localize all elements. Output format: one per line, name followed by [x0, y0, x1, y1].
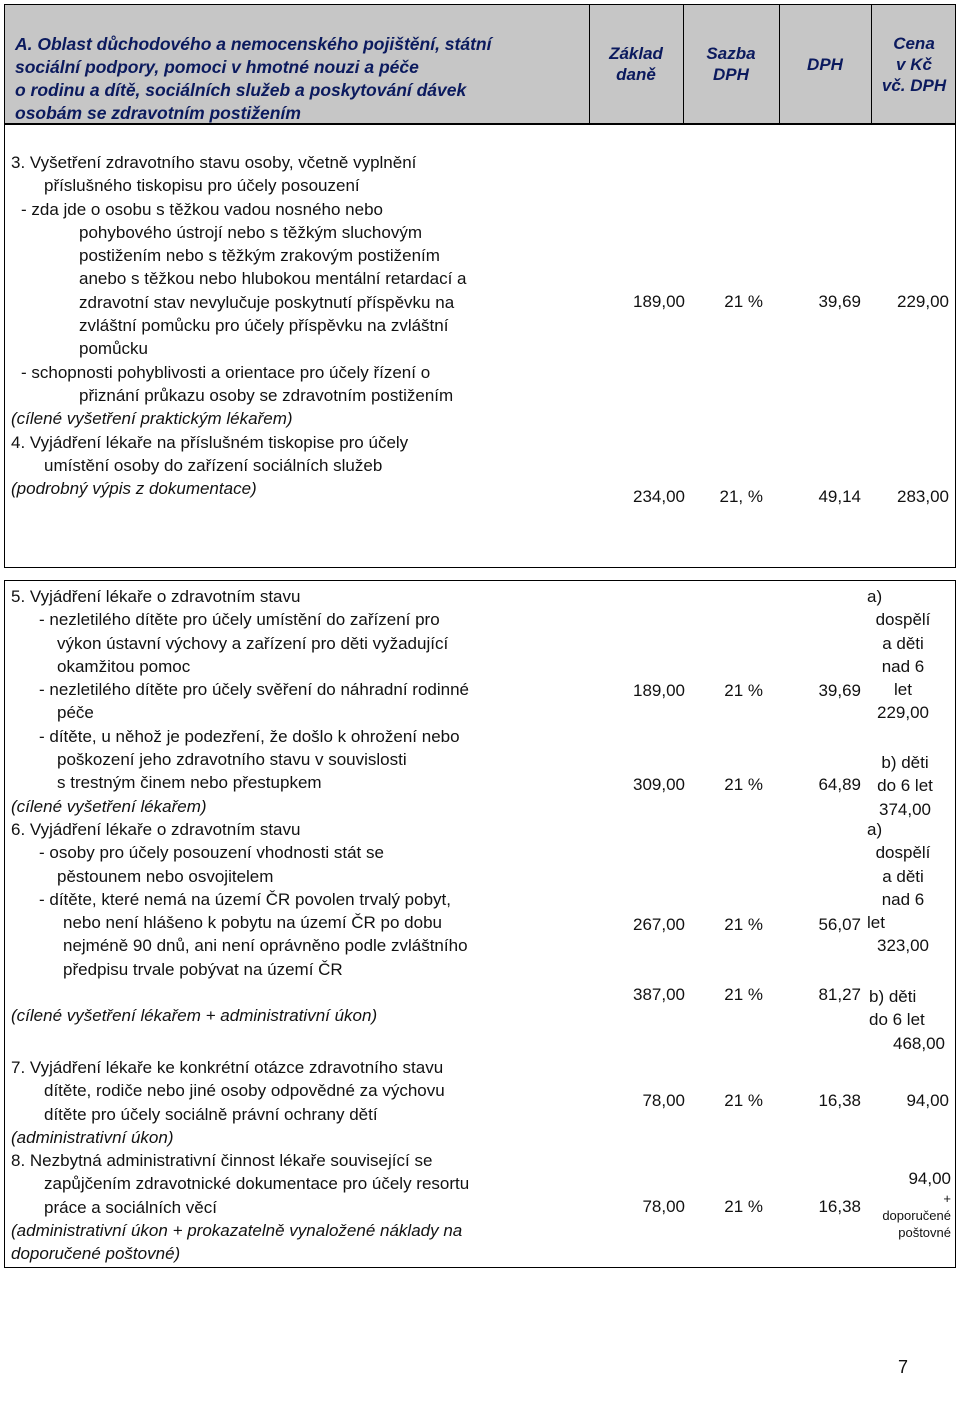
- item-5a-rate: 21 %: [724, 681, 763, 700]
- item-7-text: 7. Vyjádření lékaře ke konkrétní otázce zdravotního stavu dítěte, rodiče nebo jiné osoby odpovědné za výchovu dítěte pro účely sociálně právní ochrany dětí (administrativní úkon): [11, 1058, 445, 1147]
- item-6b-rate: 21 %: [724, 985, 763, 1004]
- col-header-vat: DPH: [807, 54, 843, 74]
- item-6a-base: 267,00: [633, 915, 685, 934]
- item-7-base: 78,00: [642, 1091, 685, 1110]
- item-5b-rate: 21 %: [724, 775, 763, 794]
- item-3-vat: 39,69: [818, 292, 861, 311]
- item-6b-vat: 81,27: [818, 985, 861, 1004]
- col-header-base: Základ daně: [609, 44, 663, 84]
- table-header: [4, 4, 956, 124]
- item-7-price: 94,00: [906, 1091, 949, 1110]
- page-number: 7: [897, 1357, 908, 1377]
- item-5a-vat: 39,69: [818, 681, 861, 700]
- item-8-price: 94,00 + doporučené poštovné: [882, 1169, 951, 1241]
- item-4-base: 234,00: [633, 487, 685, 506]
- item-6a-vat: 56,07: [818, 915, 861, 934]
- item-5a-base: 189,00: [633, 681, 685, 700]
- item-5-price-a: a) dospělí a děti nad 6 let 229,00: [867, 587, 931, 723]
- item-8-vat: 16,38: [818, 1197, 861, 1216]
- item-6-price-a: a) dospělí a děti nad 6 let 323,00: [867, 820, 931, 956]
- item-3-text: 3. Vyšetření zdravotního stavu osoby, včetně vyplnění příslušného tiskopisu pro účely posouzení - zda jde o osobu s těžkou vadou nosného nebo pohybového ústrojí nebo s těžkým sluchovým postižením nebo s těžkým zrakovým postižením anebo s těžkou nebo hlubokou mentální retardací a zdravotní stav nevylučuje poskytnutí příspěvku na zvláštní pomůcku pro účely příspěvku na zvláštní pomůcku - schopnosti pohyblivosti a orientace pro účely řízení o přiznání průkazu osoby se zdravotním postižením (cílené vyšetření praktickým lékařem) 4. Vyjádření lékaře na příslušném tiskopise pro účely umístění osoby do zařízení sociálních služeb (podrobný výpis z dokumentace): [11, 153, 467, 499]
- item-4-rate: 21, %: [719, 487, 763, 506]
- row-items-3-4: [4, 124, 956, 568]
- item-6a-rate: 21 %: [724, 915, 763, 934]
- item-5b-vat: 64,89: [818, 775, 861, 794]
- item-5-price-b: b) děti do 6 let 374,00: [877, 753, 933, 819]
- item-3-rate: 21 %: [724, 292, 763, 311]
- item-6b-base: 387,00: [633, 985, 685, 1004]
- col-header-price: Cena v Kč vč. DPH: [881, 33, 947, 95]
- item-8-base: 78,00: [642, 1197, 685, 1216]
- item-6-text: 6. Vyjádření lékaře o zdravotním stavu - osoby pro účely posouzení vhodnosti stát se pěstounem nebo osvojitelem - dítěte, které nemá na území ČR povolen trvalý pobyt, nebo není hlášeno k pobytu na území ČR po dobu nejméně 90 dnů, ani není oprávněno podle zvláštního předpisu trvale pobývat na území ČR (cílené vyšetření lékařem + administrativní úkon): [11, 820, 468, 1026]
- item-8-rate: 21 %: [724, 1197, 763, 1216]
- item-7-rate: 21 %: [724, 1091, 763, 1110]
- col-header-rate: Sazba DPH: [706, 44, 756, 84]
- item-6-price-b: b) děti do 6 let 468,00: [869, 987, 945, 1053]
- item-3-base: 189,00: [633, 292, 685, 311]
- item-8-text: 8. Nezbytná administrativní činnost lékaře související se zapůjčením zdravotnické dokumentace pro účely resortu práce a sociálních věcí (administrativní úkon + prokazatelně vynaložené náklady na doporučené poštovné): [11, 1151, 470, 1264]
- section-title: A. Oblast důchodového a nemocenského pojištění, státní sociální podpory, pomoci v hmotné nouzi a péče o rodinu a dítě, sociálních služeb a poskytování dávek osobám se zdravotním postižením: [15, 34, 492, 123]
- item-4-price: 283,00: [897, 487, 949, 506]
- item-3-price: 229,00: [897, 292, 949, 311]
- item-4-vat: 49,14: [818, 487, 861, 506]
- row-items-5-8: [4, 580, 956, 1268]
- item-7-vat: 16,38: [818, 1091, 861, 1110]
- item-5b-base: 309,00: [633, 775, 685, 794]
- item-5-text: 5. Vyjádření lékaře o zdravotním stavu - nezletilého dítěte pro účely umístění do zařízení pro výkon ústavní výchovy a zařízení pro děti vyžadující okamžitou pomoc - nezletilého dítěte pro účely svěření do náhradní rodinné péče - dítěte, u něhož je podezření, že došlo k ohrožení nebo poškození jeho zdravotního stavu v souvislosti s trestným činem nebo přestupkem (cílené vyšetření lékařem): [11, 587, 469, 816]
